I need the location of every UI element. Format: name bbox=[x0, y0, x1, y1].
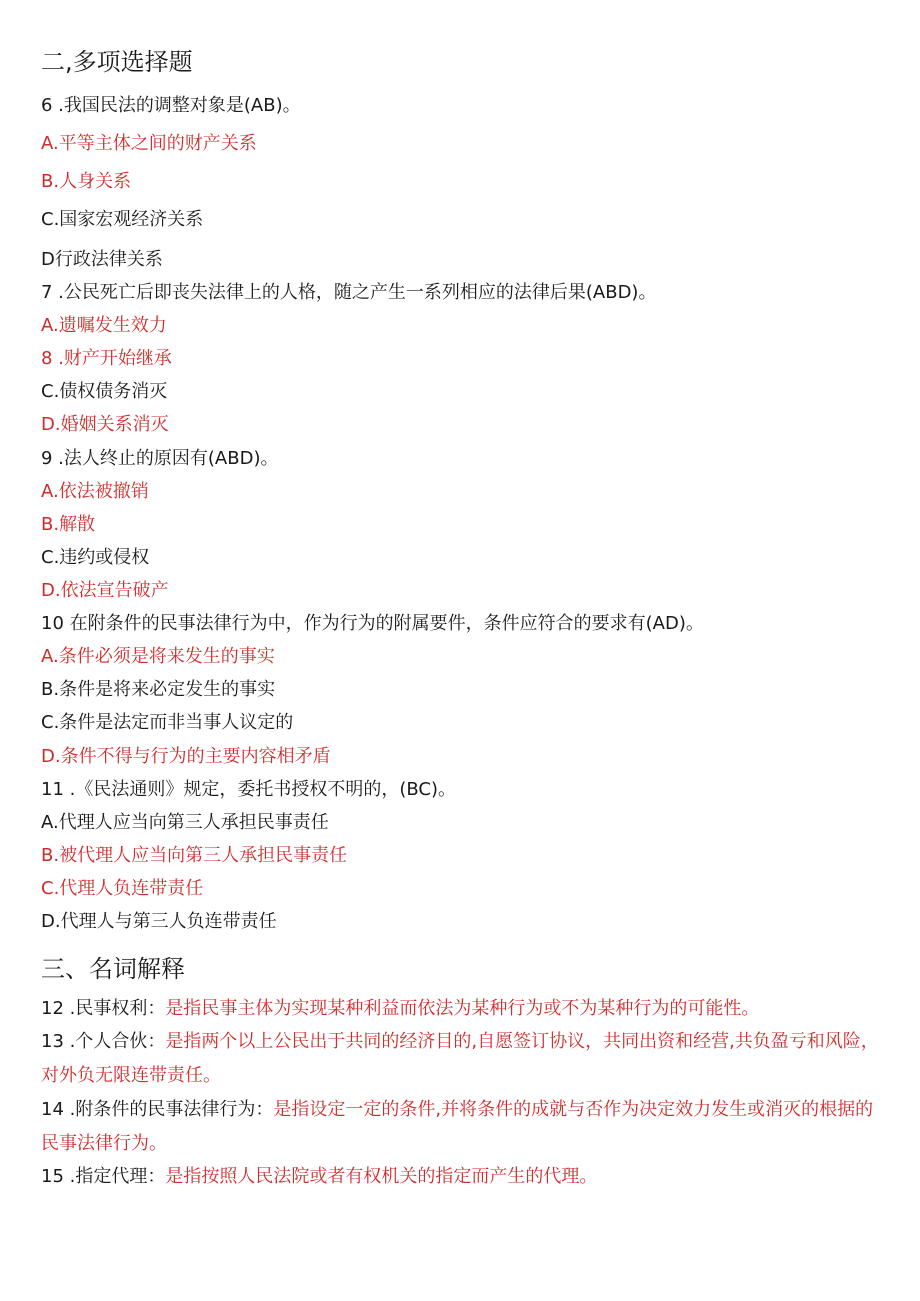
term-12 bbox=[41, 992, 880, 1026]
question-9-stem: 9 .法人终止的原因有(ABD)。 bbox=[41, 448, 279, 469]
question-10-option-c: C.条件是法定而非当事人议定的 bbox=[41, 712, 294, 733]
question-11-stem: 11 .《民法通则》规定，委托书授权不明的，(BC)。 bbox=[41, 779, 456, 800]
question-11-option-c: C.代理人负连带责任 bbox=[41, 878, 204, 899]
term-14-definition: 是指设定一定的条件,并将条件的成就与否作为决定效力发生或消灭的根据的民事法律行为。 bbox=[41, 1099, 874, 1154]
question-6-option-a: A.平等主体之间的财产关系 bbox=[41, 133, 257, 154]
question-7-option-d: D.婚姻关系消灭 bbox=[41, 414, 169, 435]
question-10-option-a: A.条件必须是将来发生的事实 bbox=[41, 646, 275, 667]
term-14 bbox=[41, 1093, 880, 1161]
term-12-label: 12 .民事权利： bbox=[41, 998, 166, 1019]
question-9-option-b: B.解散 bbox=[41, 514, 96, 535]
question-11-option-d: D.代理人与第三人负连带责任 bbox=[41, 911, 277, 932]
question-9-option-c: C.违约或侵权 bbox=[41, 547, 150, 568]
question-10-option-b: B.条件是将来必定发生的事实 bbox=[41, 679, 276, 700]
term-13 bbox=[41, 1025, 880, 1093]
question-6-option-d: D行政法律关系 bbox=[41, 249, 163, 270]
question-6-stem: 6 .我国民法的调整对象是(AB)。 bbox=[41, 95, 301, 116]
question-7-stem: 7 .公民死亡后即丧失法律上的人格，随之产生一系列相应的法律后果(ABD)。 bbox=[41, 282, 657, 303]
question-10-option-d: D.条件不得与行为的主要内容相矛盾 bbox=[41, 746, 331, 767]
question-11-option-a: A.代理人应当向第三人承担民事责任 bbox=[41, 812, 329, 833]
question-7-option-c: C.债权债务消灭 bbox=[41, 381, 168, 402]
question-10-stem: 10 在附条件的民事法律行为中，作为行为的附属要件，条件应符合的要求有(AD)。 bbox=[41, 613, 704, 634]
question-6-option-b: B.人身关系 bbox=[41, 171, 132, 192]
question-7-option-b: 8 .财产开始继承 bbox=[41, 348, 172, 369]
question-9-option-d: D.依法宣告破产 bbox=[41, 580, 169, 601]
question-6-option-c: C.国家宏观经济关系 bbox=[41, 209, 204, 230]
term-13-label: 13 .个人合伙： bbox=[41, 1031, 166, 1052]
term-15 bbox=[41, 1160, 880, 1194]
question-11-option-b: B.被代理人应当向第三人承担民事责任 bbox=[41, 845, 348, 866]
term-15-definition: 是指按照人民法院或者有权机关的指定而产生的代理。 bbox=[165, 1166, 598, 1187]
term-12-definition: 是指民事主体为实现某种利益而依法为某种行为或不为某种行为的可能性。 bbox=[165, 998, 760, 1019]
section-title-term-definitions: 三、名词解释 bbox=[41, 955, 185, 983]
term-14-label: 14 .附条件的民事法律行为： bbox=[41, 1099, 274, 1120]
term-15-label: 15 .指定代理： bbox=[41, 1166, 166, 1187]
question-7-option-a: A.遗嘱发生效力 bbox=[41, 315, 167, 336]
term-13-definition: 是指两个以上公民出于共同的经济目的,自愿签订协议，共同出资和经营,共负盈亏和风险，对外负无限连带责任。 bbox=[41, 1031, 879, 1086]
question-9-option-a: A.依法被撤销 bbox=[41, 481, 149, 502]
section-title-multiple-choice: 二,多项选择题 bbox=[41, 48, 193, 76]
